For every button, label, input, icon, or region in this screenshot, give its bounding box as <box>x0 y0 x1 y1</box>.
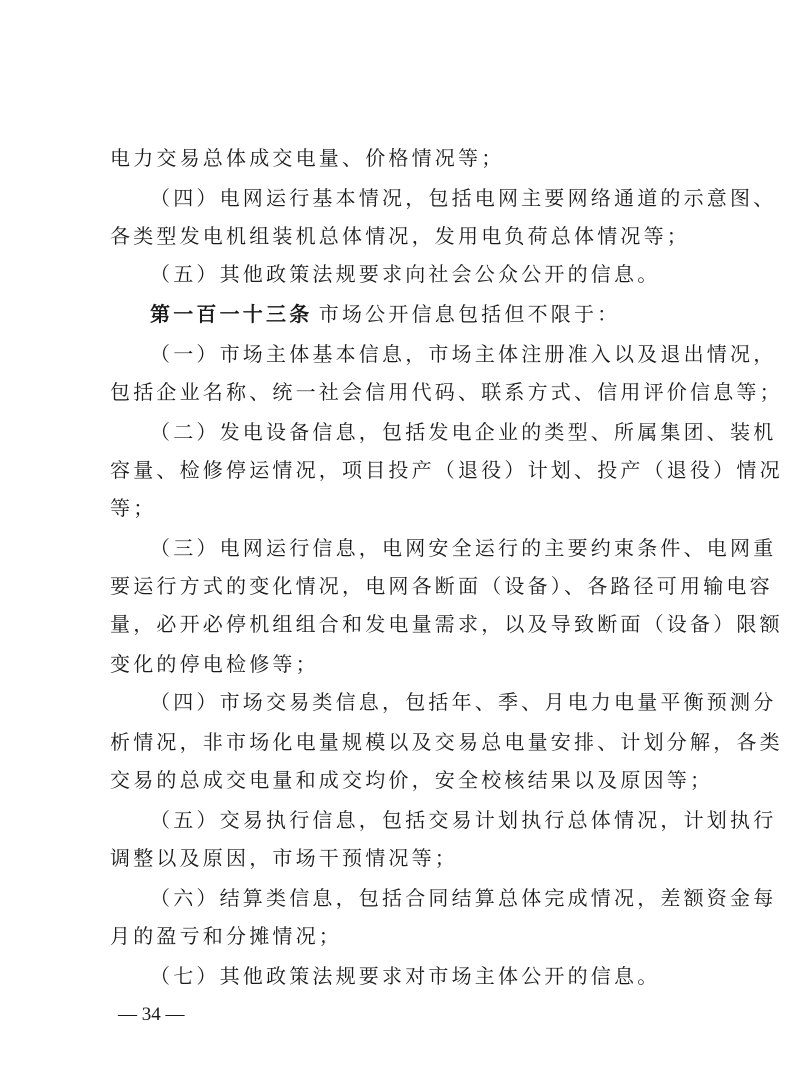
paragraph-line: （七）其他政策法规要求对市场主体公开的信息。 <box>150 964 661 988</box>
page-number: — 34 — <box>118 1004 185 1025</box>
paragraph-line: （二）发电设备信息，包括发电企业的类型、所属集团、装机 <box>150 420 777 444</box>
article-heading: 第一百一十三条 <box>150 302 313 326</box>
paragraph-line: （四）电网运行基本情况，包括电网主要网络通道的示意图、 <box>150 186 777 210</box>
article-text: 市场公开信息包括但不限于： <box>318 302 621 326</box>
article-line <box>150 302 620 326</box>
paragraph-line: 月的盈亏和分摊情况； <box>110 924 342 948</box>
paragraph-line: （四）市场交易类信息，包括年、季、月电力电量平衡预测分 <box>150 690 777 714</box>
paragraph-line: （六）结算类信息，包括合同结算总体完成情况，差额资金每 <box>150 886 777 910</box>
paragraph-line: 等； <box>110 496 157 520</box>
paragraph-line: 要运行方式的变化情况，电网各断面（设备）、各路径可用输电容 <box>110 574 773 598</box>
paragraph-line: （五）交易执行信息，包括交易计划执行总体情况，计划执行 <box>150 808 777 832</box>
paragraph-line: 变化的停电检修等； <box>110 652 319 676</box>
paragraph-line: 电力交易总体成交电量、价格情况等； <box>110 146 505 170</box>
paragraph-line: 量，必开必停机组组合和发电量需求，以及导致断面（设备）限额 <box>110 612 783 636</box>
paragraph-line: 析情况，非市场化电量规模以及交易总电量安排、计划分解，各类 <box>110 730 783 754</box>
paragraph-line: （三）电网运行信息，电网安全运行的主要约束条件、电网重 <box>150 536 777 560</box>
paragraph-line: （一）市场主体基本信息，市场主体注册准入以及退出情况， <box>150 342 777 366</box>
paragraph-line: 容量、检修停运情况，项目投产（退役）计划、投产（退役）情况 <box>110 458 783 482</box>
paragraph-line: （五）其他政策法规要求向社会公众公开的信息。 <box>150 262 661 286</box>
paragraph-line: 包括企业名称、统一社会信用代码、联系方式、信用评价信息等； <box>110 380 783 404</box>
paragraph-line: 各类型发电机组装机总体情况，发用电负荷总体情况等； <box>110 224 690 248</box>
paragraph-line: 调整以及原因，市场干预情况等； <box>110 846 458 870</box>
paragraph-line: 交易的总成交电量和成交均价，安全校核结果以及原因等； <box>110 768 714 792</box>
